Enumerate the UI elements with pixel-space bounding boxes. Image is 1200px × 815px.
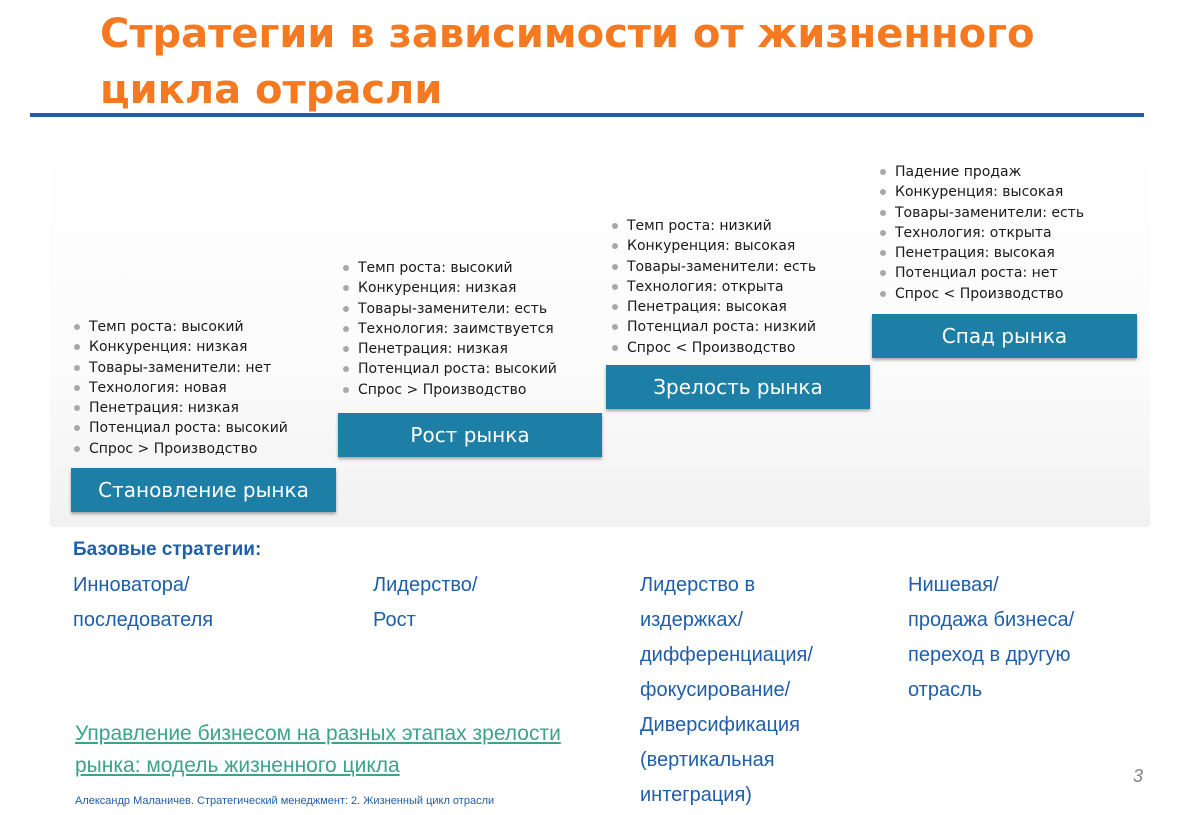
stage-2-bullet: Конкуренция: низкая — [343, 278, 557, 298]
stage-1-characteristics — [74, 317, 288, 459]
strategy-line: последователя — [73, 609, 214, 631]
strategy-line: Рост — [373, 609, 416, 631]
footer-credit: Александр Маланичев. Стратегический менеджмент: 2. Жизненный цикл отрасли — [75, 795, 495, 807]
strategy-line: Лидерство в — [640, 574, 756, 596]
stage-2-bullet: Технология: заимствуется — [343, 319, 557, 339]
title-divider — [30, 113, 1144, 117]
strategy-line: Инноватора/ — [73, 574, 190, 596]
strategy-line: переход в другую — [908, 644, 1071, 666]
stage-3-characteristics — [612, 216, 816, 358]
strategy-stage-3 — [640, 568, 870, 813]
stage-2-bullet: Спрос > Производство — [343, 380, 557, 400]
stage-4-bullet: Падение продаж — [880, 162, 1084, 182]
lifecycle-model-link[interactable] — [75, 718, 635, 782]
stage-4-characteristics — [880, 162, 1084, 304]
stage-4-bullet: Товары-заменители: есть — [880, 203, 1084, 223]
stage-4-bullet: Технология: открыта — [880, 223, 1084, 243]
strategy-line: фокусирование/ — [640, 679, 791, 701]
stage-1-bullet: Конкуренция: низкая — [74, 337, 288, 357]
strategies-heading: Базовые стратегии: — [73, 539, 262, 560]
stage-3-bullet: Технология: открыта — [612, 277, 816, 297]
stage-2-bullet: Потенциал роста: высокий — [343, 359, 557, 379]
stage-3-bullet: Пенетрация: высокая — [612, 297, 816, 317]
strategy-line: Нишевая/ — [908, 574, 999, 596]
strategy-line: издержках/ — [640, 609, 744, 631]
link-line: Управление бизнесом на разных этапах зрелости — [75, 722, 561, 745]
stage-2-characteristics — [343, 258, 557, 400]
strategy-stage-2 — [373, 568, 623, 638]
stage-4-box: Спад рынка — [872, 314, 1137, 358]
stage-2-bullet: Темп роста: высокий — [343, 258, 557, 278]
strategy-line: (вертикальная — [640, 749, 775, 771]
stage-3-box: Зрелость рынка — [606, 365, 870, 409]
stage-4-bullet: Пенетрация: высокая — [880, 243, 1084, 263]
stage-4-bullet: Конкуренция: высокая — [880, 182, 1084, 202]
strategy-stage-4 — [908, 568, 1148, 708]
stage-3-bullet: Темп роста: низкий — [612, 216, 816, 236]
strategy-line: продажа бизнеса/ — [908, 609, 1075, 631]
slide-title: Стратегии в зависимости от жизненного цикла отрасли — [100, 11, 1035, 113]
stage-2-bullet: Товары-заменители: есть — [343, 299, 557, 319]
strategy-line: отрасль — [908, 679, 983, 701]
stage-4-bullet: Потенциал роста: нет — [880, 263, 1084, 283]
strategy-stage-1 — [73, 568, 363, 638]
strategy-line: Диверсификация — [640, 714, 800, 736]
stage-1-bullet: Технология: новая — [74, 378, 288, 398]
stage-1-bullet: Потенциал роста: высокий — [74, 418, 288, 438]
stage-1-bullet: Товары-заменители: нет — [74, 358, 288, 378]
strategy-line: Лидерство/ — [373, 574, 478, 596]
stage-3-bullet: Конкуренция: высокая — [612, 236, 816, 256]
stage-3-bullet: Потенциал роста: низкий — [612, 317, 816, 337]
stage-1-bullet: Пенетрация: низкая — [74, 398, 288, 418]
stage-4-bullet: Спрос < Производство — [880, 284, 1084, 304]
stage-1-bullet: Спрос > Производство — [74, 439, 288, 459]
strategy-line: интеграция) — [640, 784, 752, 806]
stage-2-bullet: Пенетрация: низкая — [343, 339, 557, 359]
stage-1-box: Становление рынка — [71, 468, 336, 512]
page-number: 3 — [1133, 766, 1144, 786]
stage-1-bullet: Темп роста: высокий — [74, 317, 288, 337]
stage-3-bullet: Товары-заменители: есть — [612, 257, 816, 277]
strategy-line: дифференциация/ — [640, 644, 813, 666]
stage-2-box: Рост рынка — [338, 413, 602, 457]
stage-3-bullet: Спрос < Производство — [612, 338, 816, 358]
link-line: рынка: модель жизненного цикла — [75, 754, 400, 777]
